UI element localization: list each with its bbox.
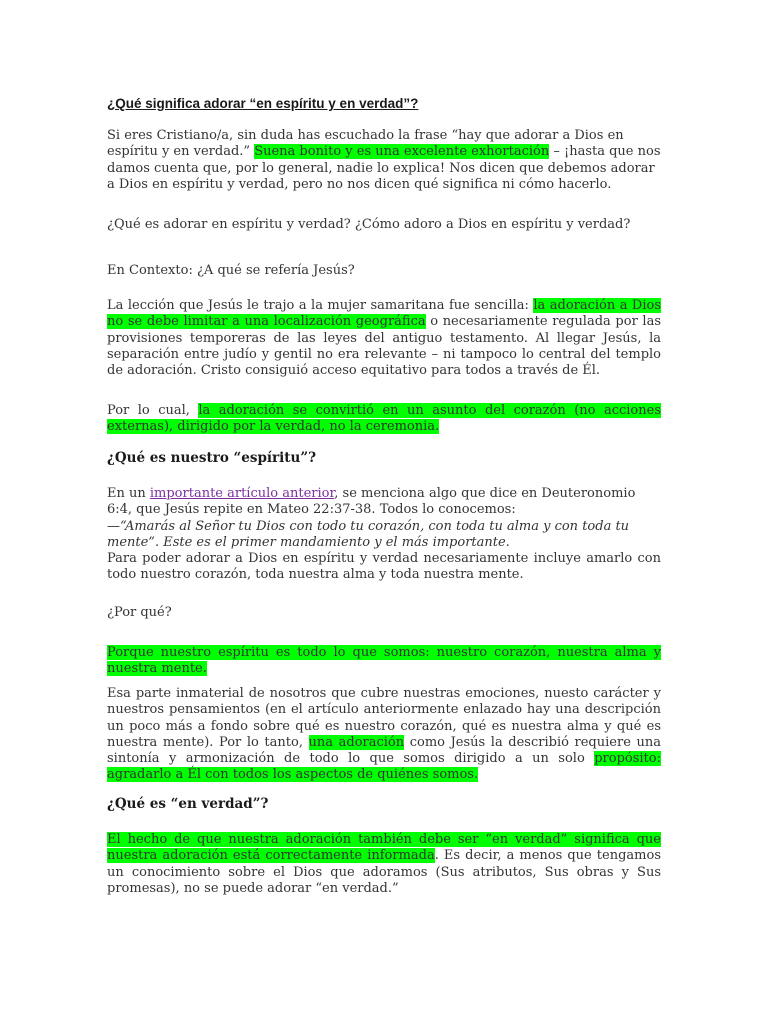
article-link[interactable]: importante artículo anterior [149, 486, 335, 501]
truth-paragraph [107, 832, 661, 897]
inmaterial-text: Esa parte inmaterial de nosotros que cubre nuestras emociones, nuesto carácter y nuestros pensamientos (en el artículo anteriormente enlazado hay una descripción un poco más a fondo sobre qué es nuestro corazón, qué es nuestra alma y qué es nuestra mente). Por lo tanto, [107, 686, 661, 750]
context-subtitle: En Contexto: ¿A qué se refería Jesús? [107, 263, 355, 278]
highlight-purpose: propósito: agradarlo a Él con todos los aspectos de quiénes somos. [107, 751, 661, 783]
highlight-location: la adoración a Dios no se debe limitar a una localización geográfica [107, 298, 661, 330]
spirit-heading: ¿Qué es nuestro “espíritu”? [107, 450, 317, 466]
highlight-informed: El hecho de que nuestra adoración también debe ser “en verdad” significa que nuestra adoración está correctamente informada [107, 832, 661, 864]
intro-text: Si eres Cristiano/a, sin duda has escuchado la frase “hay que adorar a Dios en espíritu y en verdad.” [107, 128, 624, 160]
why-question: ¿Por qué? [107, 605, 172, 620]
context-paragraph [107, 298, 661, 379]
deuteronomy-text [107, 486, 661, 519]
scripture-quote: —“Amarás al Señor tu Dios con todo tu corazón, con toda tu alma y con toda tu mente”. Este es el primer mandamiento y el más importante. [107, 518, 630, 550]
highlight-spirit: Porque nuestro espíritu es todo lo que somos: nuestro corazón, nuestra alma y nuestra mente. [107, 645, 661, 677]
intro-paragraph [107, 128, 661, 193]
truth-text-end: . Es decir, a menos que tengamos un conocimiento sobre el Dios que adoramos (Sus atributos, Sus obras y Sus promesas), no se puede adorar “en verdad.” [107, 848, 661, 896]
inmaterial-paragraph [107, 686, 661, 784]
questions-paragraph: ¿Qué es adorar en espíritu y verdad? ¿Cómo adoro a Dios en espíritu y verdad? [107, 217, 631, 232]
heart-text: Por lo cual, [107, 403, 199, 418]
love-paragraph: Para poder adorar a Dios en espíritu y verdad necesariamente incluye amarlo con todo nuestro corazón, toda nuestra alma y toda nuestra mente. [107, 551, 661, 583]
article-title: ¿Qué significa adorar “en espíritu y en verdad”? [107, 96, 419, 111]
context-text: La lección que Jesús le trajo a la mujer samaritana fue sencilla: [107, 298, 534, 313]
intro-text-end: – ¡hasta que nos damos cuenta que, por lo general, nadie lo explica! Nos dicen que debemos adorar a Dios en espíritu y verdad, pero no nos dicen qué significa ni cómo hacerlo. [107, 144, 661, 192]
context-text-end: o necesariamente regulada por las provisiones temporeras de las leyes del antiguo testamento. Al llegar Jesús, la separación entre judío y gentil no era relevante – ni tampoco lo central del templo de adoración. Cristo consiguió acceso equitativo para todos a través de Él. [107, 314, 661, 379]
truth-heading: ¿Qué es “en verdad”? [107, 796, 269, 812]
highlight-exhortation: Suena bonito y es una excelente exhortación [254, 144, 550, 160]
deuteronomy-text-start: En un [107, 486, 150, 501]
deuteronomy-text-end: , se menciona algo que dice en Deuteronomio 6:4, que Jesús repite en Mateo 22:37-38. Todos lo conocemos: [107, 486, 636, 518]
inmaterial-text-mid: como Jesús la describió requiere una sintonía y armonización de todo lo que somos dirigido a un solo [107, 734, 661, 767]
highlight-heart: la adoración se convirtió en un asunto del corazón (no acciones externas), dirigido por la verdad, no la ceremonia. [107, 403, 661, 435]
highlight-adoration: una adoración [308, 734, 405, 750]
because-paragraph [107, 645, 661, 678]
heart-paragraph [107, 403, 661, 436]
deuteronomy-paragraph [107, 486, 661, 584]
